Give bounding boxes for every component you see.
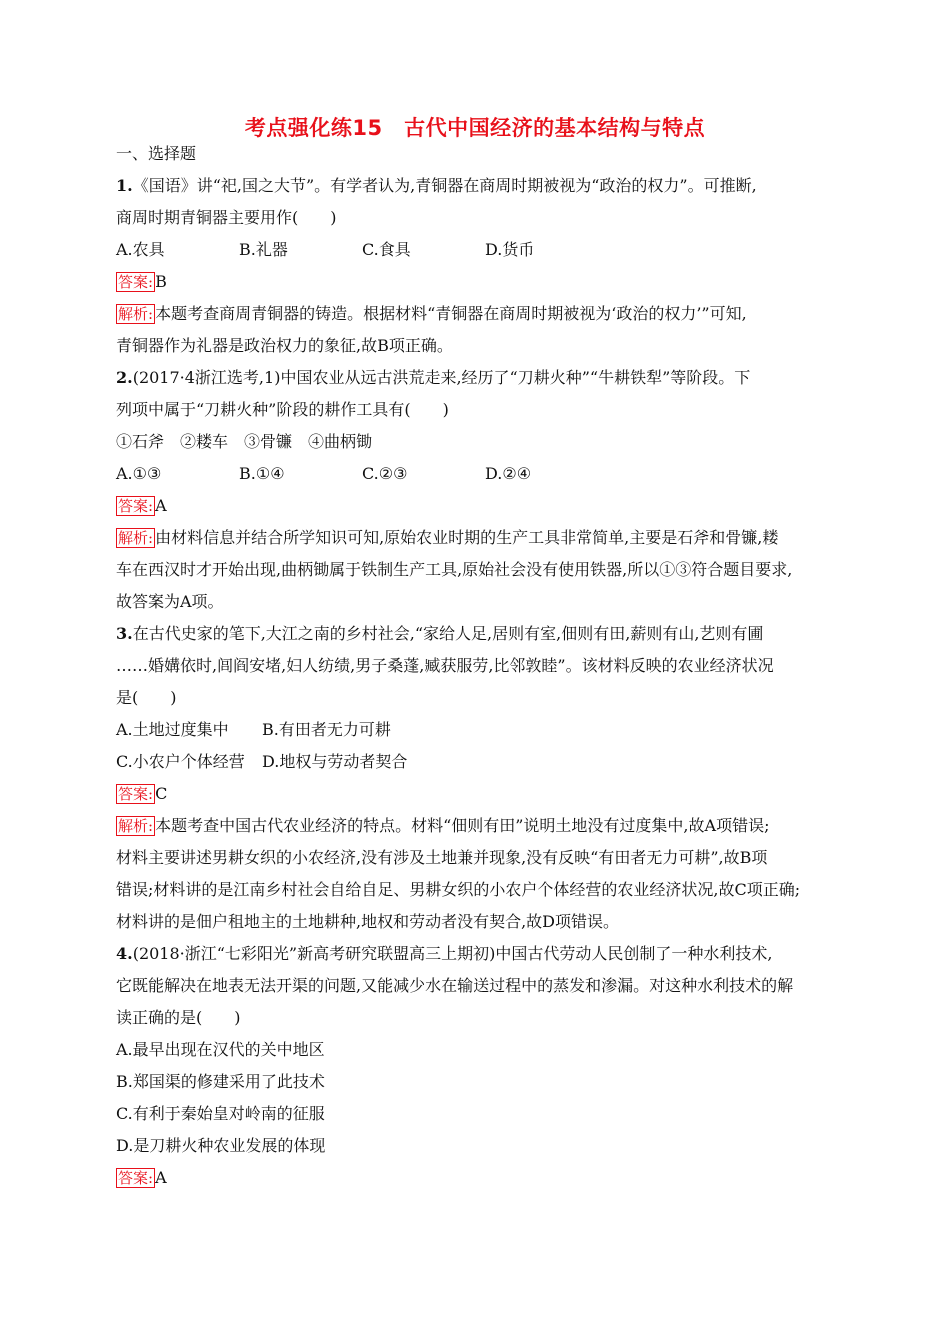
answer-label: 答案: (118, 1169, 154, 1187)
question-2-text: (2017·4浙江选考,1)中国农业从远古洪荒走来,经历了“刀耕火种”“牛耕铁犁”等阶段。下 (132, 368, 751, 387)
question-2-answer-value: A (155, 496, 167, 515)
question-1-analysis-line-1 (116, 298, 836, 330)
question-4-option-d: D.是刀耕火种农业发展的体现 (116, 1136, 326, 1155)
question-1-option-c: C.食具 (362, 240, 411, 259)
question-2-analysis-line-3: 故答案为A项。 (116, 592, 224, 611)
question-3-answer (116, 778, 836, 810)
question-1-analysis-text: 本题考查商周青铜器的铸造。根据材料“青铜器在商周时期被视为‘政治的权力’”可知, (155, 304, 747, 323)
question-1-option-b: B.礼器 (239, 240, 288, 259)
question-2-analysis-line-1 (116, 522, 836, 554)
question-1-text: 《国语》讲“祀,国之大节”。有学者认为,青铜器在商周时期被视为“政治的权力”。可推断, (132, 176, 757, 195)
question-1-analysis-line-2: 青铜器作为礼器是政治权力的象征,故B项正确。 (116, 336, 453, 355)
question-2-analysis-text: 由材料信息并结合所学知识可知,原始农业时期的生产工具非常简单,主要是石斧和骨镰,耧 (155, 528, 779, 547)
question-2-option-d: D.②④ (485, 464, 532, 483)
question-1-stem-line-2: 商周时期青铜器主要用作( ) (116, 208, 337, 227)
question-4-option-a: A.最早出现在汉代的关中地区 (116, 1040, 325, 1059)
question-1-option-a: A.农具 (116, 240, 165, 259)
question-4-answer (116, 1162, 836, 1194)
question-3-number: 3. (116, 624, 133, 643)
answer-label: 答案: (118, 273, 154, 291)
question-3-analysis-text: 本题考查中国古代农业经济的特点。材料“佃则有田”说明土地没有过度集中,故A项错误; (155, 816, 770, 835)
question-2-number: 2. (116, 368, 133, 387)
question-3-option-b: B.有田者无力可耕 (262, 720, 391, 739)
page-title: 考点强化练15 古代中国经济的基本结构与特点 (244, 116, 706, 140)
question-4-answer-value: A (155, 1168, 167, 1187)
question-3-stem-line-2: ……婚媾依时,闾阎安堵,妇人纺绩,男子桑蓬,臧获服劳,比邻敦睦”。该材料反映的农业经济状况 (116, 656, 774, 675)
question-2-option-c: C.②③ (362, 464, 408, 483)
question-3-text: 在古代史家的笔下,大江之南的乡村社会,“家给人足,居则有室,佃则有田,薪则有山,艺则有圃 (132, 624, 764, 643)
question-2-answer (116, 490, 836, 522)
question-1-answer (116, 266, 836, 298)
question-3-options-row-1 (116, 714, 836, 746)
question-4-option-c: C.有利于秦始皇对岭南的征服 (116, 1104, 325, 1123)
question-3-analysis-line-1 (116, 810, 836, 842)
section-heading: 一、选择题 (116, 144, 197, 163)
question-1-stem-line-1 (116, 170, 836, 202)
answer-label: 答案: (118, 497, 154, 515)
question-4-number: 4. (116, 944, 133, 963)
analysis-label: 解析: (118, 305, 154, 323)
question-2-analysis-line-2: 车在西汉时才开始出现,曲柄锄属于铁制生产工具,原始社会没有使用铁器,所以①③符合题目要求, (116, 560, 793, 579)
question-4-option-b: B.郑国渠的修建采用了此技术 (116, 1072, 325, 1091)
question-2-option-b: B.①④ (239, 464, 285, 483)
question-4-stem-line-3: 读正确的是( ) (116, 1008, 241, 1027)
question-3-analysis-line-4: 材料讲的是佃户租地主的土地耕种,地权和劳动者没有契合,故D项错误。 (116, 912, 620, 931)
question-3-analysis-line-2: 材料主要讲述男耕女织的小农经济,没有涉及土地兼并现象,没有反映“有田者无力可耕”,故B项 (116, 848, 768, 867)
question-3-option-a: A.土地过度集中 (116, 720, 229, 739)
question-2-options (116, 458, 836, 490)
answer-label: 答案: (118, 785, 154, 803)
question-1-options (116, 234, 836, 266)
question-3-stem-line-3: 是( ) (116, 688, 177, 707)
analysis-label: 解析: (118, 817, 154, 835)
question-4-stem-line-1 (116, 938, 836, 970)
question-3-options-row-2 (116, 746, 836, 778)
question-2-option-a: A.①③ (116, 464, 162, 483)
question-1-answer-value: B (155, 272, 167, 291)
analysis-label: 解析: (118, 529, 154, 547)
question-4-stem-line-2: 它既能解决在地表无法开渠的问题,又能减少水在输送过程中的蒸发和渗漏。对这种水利技术的解 (116, 976, 794, 995)
question-3-option-d: D.地权与劳动者契合 (262, 752, 408, 771)
question-2-items: ①石斧 ②耧车 ③骨镰 ④曲柄锄 (116, 432, 373, 451)
question-1-option-d: D.货币 (485, 240, 535, 259)
question-3-analysis-line-3: 错误;材料讲的是江南乡村社会自给自足、男耕女织的小农户个体经营的农业经济状况,故C项正确; (116, 880, 801, 899)
question-3-answer-value: C (155, 784, 168, 803)
question-2-stem-line-1 (116, 362, 836, 394)
document-body (116, 138, 836, 1194)
question-1-number: 1. (116, 176, 133, 195)
question-3-option-c: C.小农户个体经营 (116, 752, 245, 771)
question-4-text: (2018·浙江“七彩阳光”新高考研究联盟高三上期初)中国古代劳动人民创制了一种水利技术, (132, 944, 773, 963)
question-2-stem-line-2: 列项中属于“刀耕火种”阶段的耕作工具有( ) (116, 400, 449, 419)
question-3-stem-line-1 (116, 618, 836, 650)
